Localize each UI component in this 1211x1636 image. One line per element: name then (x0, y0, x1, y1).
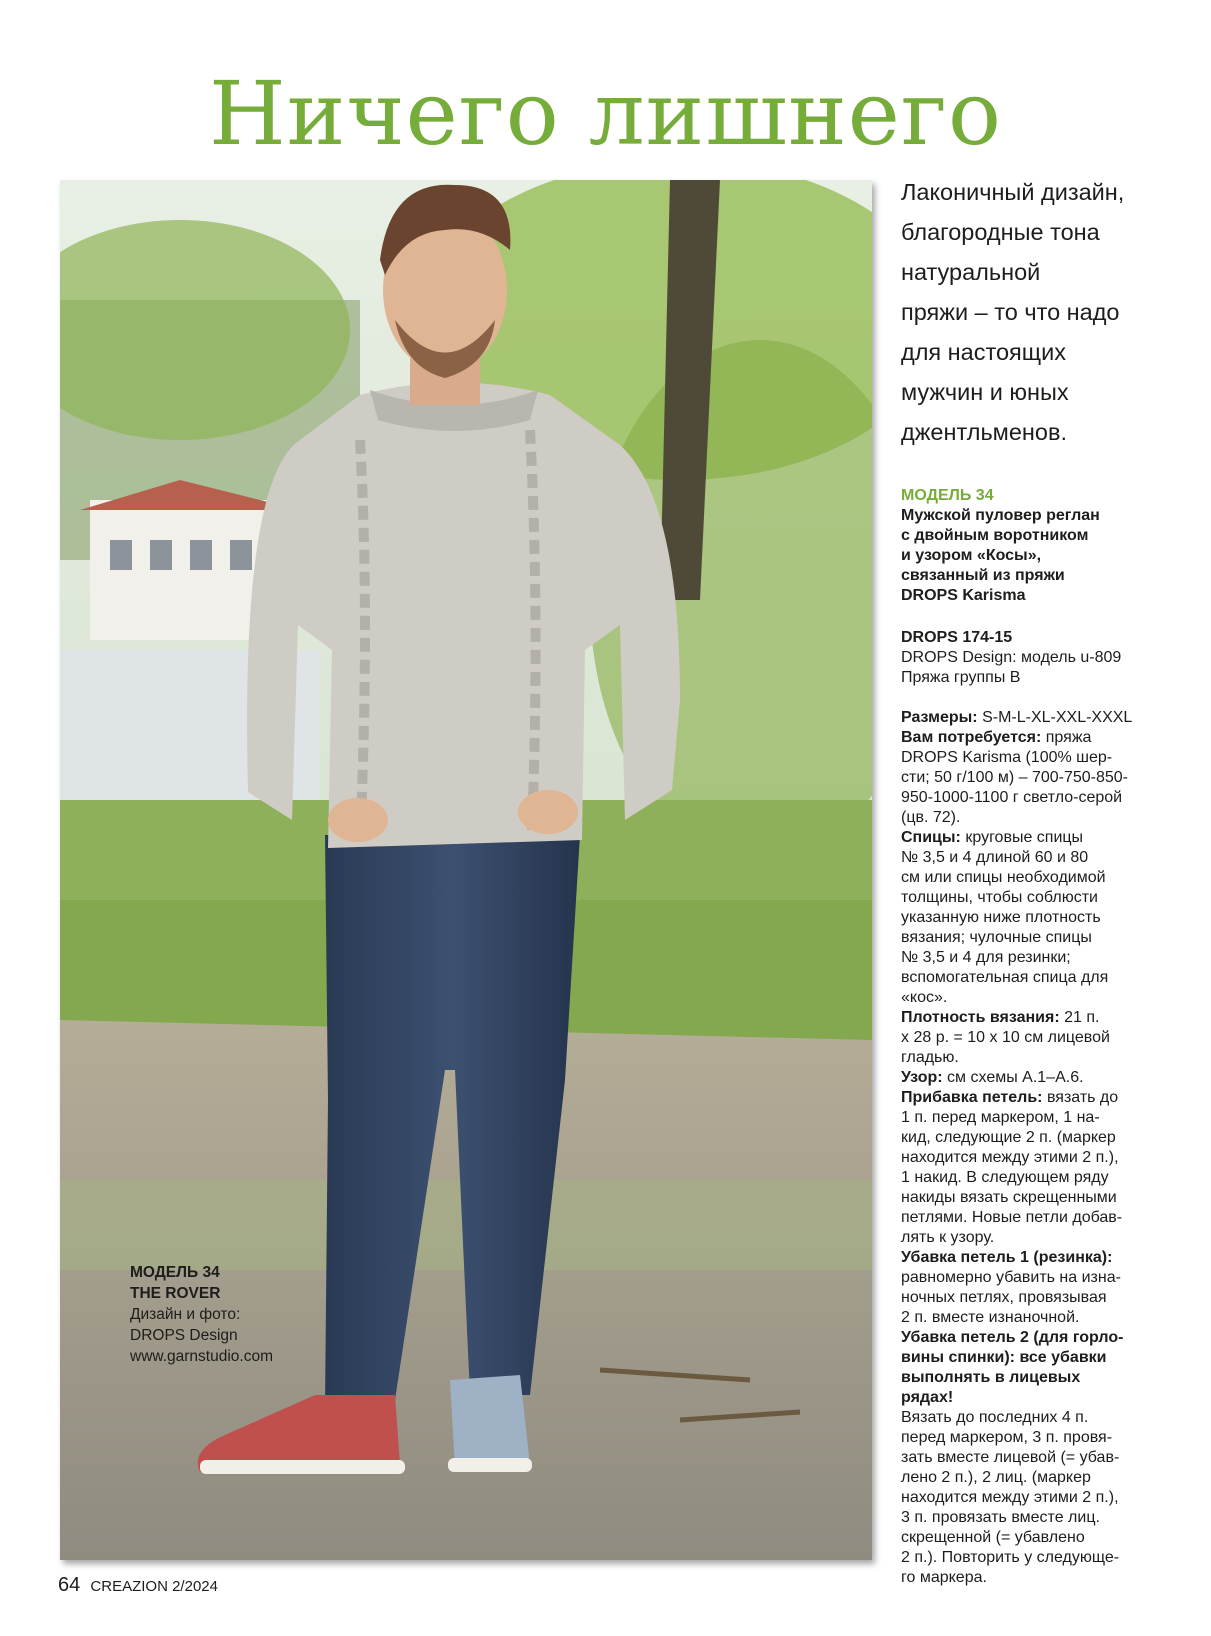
yarn-group: Пряжа группы В (901, 669, 1021, 686)
page-footer (58, 1574, 218, 1597)
decrease-2-line: го маркера. (901, 1569, 987, 1586)
needs-line: пряжа (1045, 729, 1092, 746)
needs-line: сти; 50 г/100 м) – 700-750-850- (901, 769, 1129, 786)
magazine-issue: CREAZION 2/2024 (90, 1578, 218, 1595)
model-title (901, 506, 1173, 606)
decrease-2 (901, 1328, 1173, 1588)
gauge-line: гладью. (901, 1049, 959, 1066)
lead-line: для настоящих (901, 339, 1066, 365)
page-title: Ничего лишнего (209, 62, 1002, 165)
decrease-1-line: ночных петлях, провязывая (901, 1289, 1107, 1306)
sizes-label: Размеры: (901, 709, 978, 726)
needles-line: № 3,5 и 4 длиной 60 и 80 (901, 849, 1089, 866)
needles-line: указанную ниже плотность (901, 909, 1101, 926)
description-column (901, 172, 1173, 1588)
lead-line: Лаконичный дизайн, (901, 179, 1125, 205)
decrease-2-line: скрещенной (= убавлено (901, 1529, 1085, 1546)
decrease-2-label: выполнять в лицевых (901, 1369, 1081, 1386)
lead-line: натуральной (901, 259, 1041, 285)
decrease-2-label: вины спинки): все убавки (901, 1349, 1107, 1366)
caption-name: THE ROVER (130, 1285, 221, 1302)
gauge-line: 21 п. (1064, 1009, 1100, 1026)
needles (901, 828, 1173, 1008)
needs-label: Вам потребуется: (901, 729, 1042, 746)
caption-credit-label: Дизайн и фото: (130, 1306, 241, 1323)
needs-line: DROPS Karisma (100% шер- (901, 749, 1113, 766)
decrease-2-line: находится между этими 2 п.), (901, 1489, 1119, 1506)
model-title-line: с двойным воротником (901, 527, 1089, 544)
needles-line: круговые спицы (965, 829, 1084, 846)
decrease-2-label: рядах! (901, 1389, 954, 1406)
sizes (901, 708, 1173, 728)
needles-line: толщины, чтобы соблюсти (901, 889, 1098, 906)
pattern (901, 1068, 1173, 1088)
lead-line: пряжи – то что надо (901, 299, 1120, 325)
increase-line: кид, следующие 2 п. (маркер (901, 1129, 1116, 1146)
needles-line: «кос». (901, 989, 948, 1006)
caption-model: МОДЕЛЬ 34 (130, 1264, 220, 1281)
needs (901, 728, 1173, 828)
decrease-1-label: Убавка петель 1 (резинка): (901, 1249, 1113, 1266)
decrease-2-line: Вязать до последних 4 п. (901, 1409, 1089, 1426)
increase-line: лять к узору. (901, 1229, 995, 1246)
needs-line: (цв. 72). (901, 809, 961, 826)
needles-line: вязания; чулочные спицы (901, 929, 1092, 946)
lead-line: мужчин и юных (901, 379, 1069, 405)
lead-line: благородные тона (901, 219, 1100, 245)
caption-credit: DROPS Design (130, 1327, 238, 1344)
needs-line: 950-1000-1100 г светло-серой (901, 789, 1123, 806)
decrease-2-line: 2 п.). Повторить у следующе- (901, 1549, 1120, 1566)
model-title-line: DROPS Karisma (901, 587, 1026, 604)
decrease-2-line: 3 п. провязать вместе лиц. (901, 1509, 1100, 1526)
increase-line: вязать до (1046, 1089, 1119, 1106)
increase-line: 1 накид. В следующем ряду (901, 1169, 1109, 1186)
sizes-text: S-M-L-XL-XXL-XXXL (982, 709, 1133, 726)
decrease-1 (901, 1248, 1173, 1328)
model-title-line: и узором «Косы», (901, 547, 1042, 564)
page-number: 64 (58, 1574, 81, 1596)
decrease-1-line: равномерно убавить на изна- (901, 1269, 1121, 1286)
needles-line: см или спицы необходимой (901, 869, 1106, 886)
model-title-line: Мужской пуловер реглан (901, 507, 1100, 524)
gauge (901, 1008, 1173, 1068)
gauge-label: Плотность вязания: (901, 1009, 1060, 1026)
decrease-2-label: Убавка петель 2 (для горло- (901, 1329, 1124, 1346)
needles-line: № 3,5 и 4 для резинки; (901, 949, 1071, 966)
caption-url: www.garnstudio.com (130, 1348, 274, 1365)
increase-line: 1 п. перед маркером, 1 на- (901, 1109, 1100, 1126)
pattern-label: Узор: (901, 1069, 943, 1086)
increase-line: находится между этими 2 п.), (901, 1149, 1119, 1166)
gauge-line: х 28 р. = 10 х 10 см лицевой (901, 1029, 1110, 1046)
photo-caption (130, 1262, 273, 1367)
drops-code: DROPS 174-15 (901, 629, 1013, 646)
decrease-2-line: зать вместе лицевой (= убав- (901, 1449, 1120, 1466)
increase (901, 1088, 1173, 1248)
pattern-text: см схемы А.1–А.6. (947, 1069, 1084, 1086)
model-number: МОДЕЛЬ 34 (901, 487, 994, 504)
model-title-line: связанный из пряжи (901, 567, 1065, 584)
lead-line: джентльменов. (901, 419, 1067, 445)
increase-label: Прибавка петель: (901, 1089, 1043, 1106)
decrease-1-line: 2 п. вместе изнаночной. (901, 1309, 1080, 1326)
lead-paragraph (901, 172, 1173, 452)
needles-label: Спицы: (901, 829, 961, 846)
decrease-2-line: перед маркером, 3 п. провя- (901, 1429, 1113, 1446)
design-line: DROPS Design: модель u-809 (901, 649, 1122, 666)
decrease-2-line: лено 2 п.), 2 лиц. (маркер (901, 1469, 1091, 1486)
increase-line: петлями. Новые петли добав- (901, 1209, 1123, 1226)
needles-line: вспомогательная спица для (901, 969, 1109, 986)
increase-line: накиды вязать скрещенными (901, 1189, 1117, 1206)
